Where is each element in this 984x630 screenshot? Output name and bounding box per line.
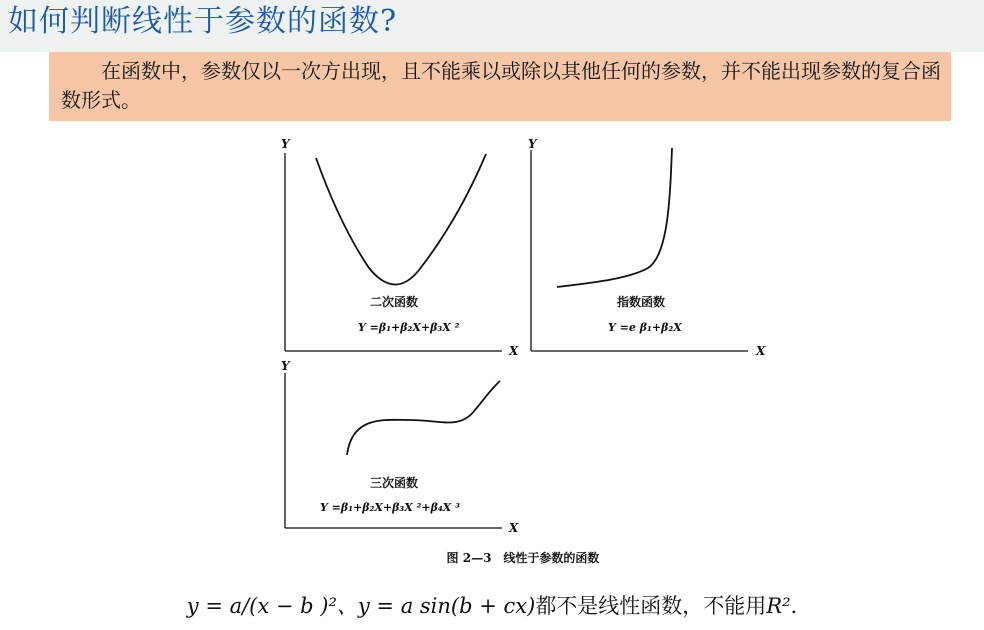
panel-cubic-formula: Y =β₁+β₂X+β₃X ²+β₄X ³ <box>320 501 460 514</box>
panel-exponential-formula: Y =e β₁+β₂X <box>608 321 682 334</box>
nonlinear-note-r2: R². <box>766 594 798 618</box>
panel-exponential-y-label: Y <box>528 137 537 151</box>
panel-exponential-curve <box>557 148 672 287</box>
nonlinear-note-text: 都不是线性函数，不能用 <box>535 594 767 618</box>
panel-quadratic-x-label: X <box>509 344 519 358</box>
panel-cubic-curve <box>347 381 500 455</box>
panel-exponential-x-label: X <box>756 344 766 358</box>
panel-quadratic-curve <box>316 154 486 285</box>
panel-quadratic <box>281 137 519 358</box>
panel-cubic-y-label: Y <box>281 359 290 373</box>
panel-quadratic-name: 二次函数 <box>369 295 419 309</box>
panel-exponential <box>528 137 766 358</box>
figure-caption: 图 2—3 线性于参数的函数 <box>446 551 600 565</box>
panel-cubic-x-label: X <box>509 521 519 535</box>
panel-exponential-name: 指数函数 <box>616 295 666 309</box>
nonlinear-note-formulas: y = a/(x − b )²、y = a sin(b + cx) <box>186 594 536 618</box>
panel-cubic <box>281 359 519 535</box>
definition-text: 在函数中，参数仅以一次方出现，且不能乘以或除以其他任何的参数，并不能出现参数的复合函数形式。 <box>61 59 941 112</box>
slide-title: 如何判断线性于参数的函数? <box>8 4 398 39</box>
panel-cubic-name: 三次函数 <box>369 476 419 490</box>
panel-quadratic-formula: Y =β₁+β₂X+β₃X ² <box>358 321 460 334</box>
nonlinear-note <box>0 590 984 620</box>
panel-quadratic-y-label: Y <box>281 137 290 151</box>
